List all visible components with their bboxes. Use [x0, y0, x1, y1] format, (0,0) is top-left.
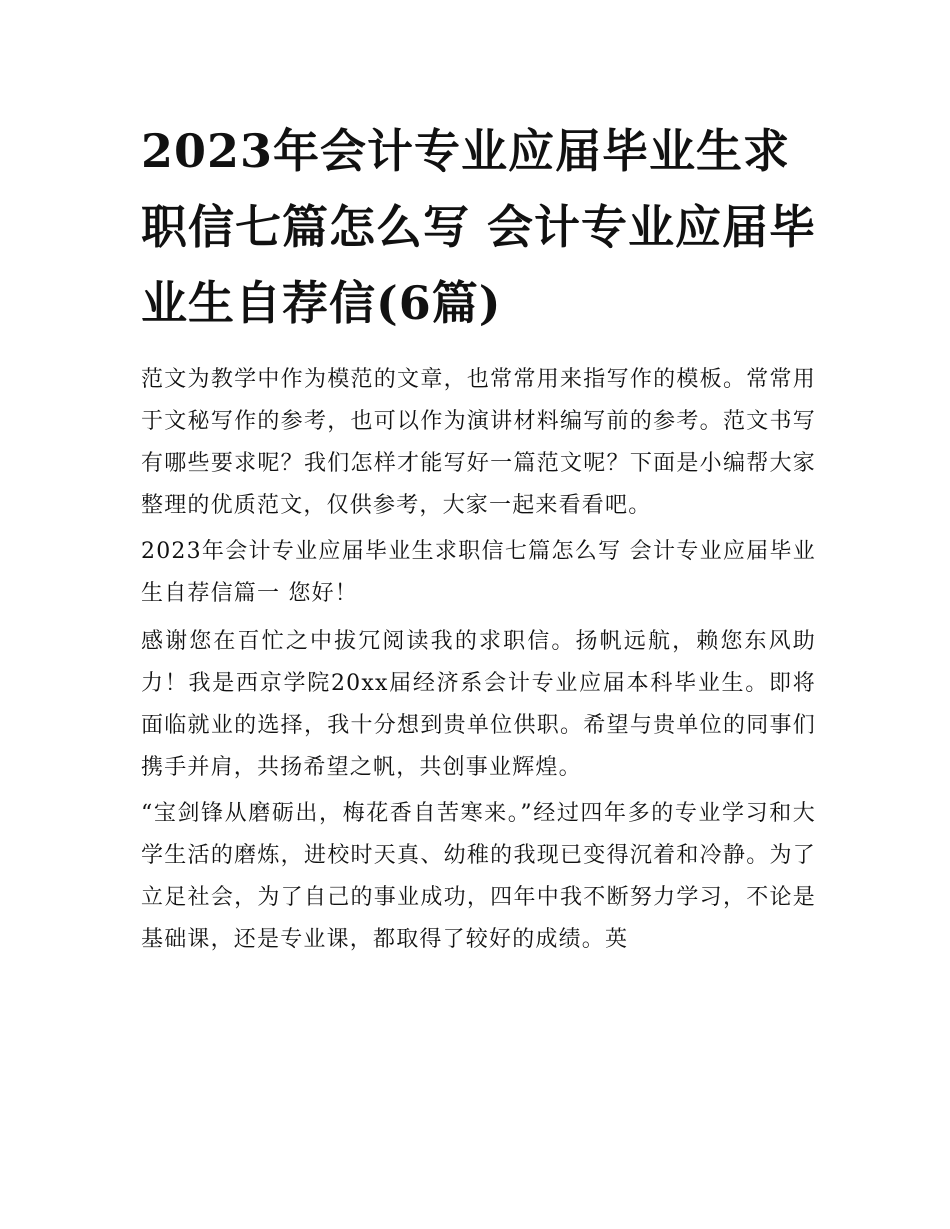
body-paragraph: “宝剑锋从磨砺出，梅花香自苦寒来。”经过四年多的专业学习和大学生活的磨炼，进校时天真、幼稚的我现已变得沉着和冷静。为了立足社会，为了自己的事业成功，四年中我不断努力学习，不论是基础课，还是专业课，都取得了较好的成绩。英: [141, 801, 816, 952]
body-paragraph: 感谢您在百忙之中拔冗阅读我的求职信。扬帆远航，赖您东风助力！我是西京学院20xx届经济系会计专业应届本科毕业生。即将面临就业的选择，我十分想到贵单位供职。希望与贵单位的同事们携手并肩，共扬希望之帆，共创事业辉煌。: [141, 629, 816, 780]
intro-paragraph: 范文为教学中作为模范的文章，也常常用来指写作的模板。常常用于文秘写作的参考，也可以作为演讲材料编写前的参考。范文书写有哪些要求呢？我们怎样才能写好一篇范文呢？下面是小编帮大家整理的优质范文，仅供参考，大家一起来看看吧。: [141, 367, 816, 518]
document-page: [141, 113, 816, 965]
document-body: [141, 359, 816, 961]
section-heading-paragraph: 2023年会计专业应届毕业生求职信七篇怎么写 会计专业应届毕业生自荐信篇一 您好！: [141, 539, 816, 606]
document-title: 2023年会计专业应届毕业生求职信七篇怎么写 会计专业应届毕业生自荐信(6篇): [141, 124, 817, 330]
